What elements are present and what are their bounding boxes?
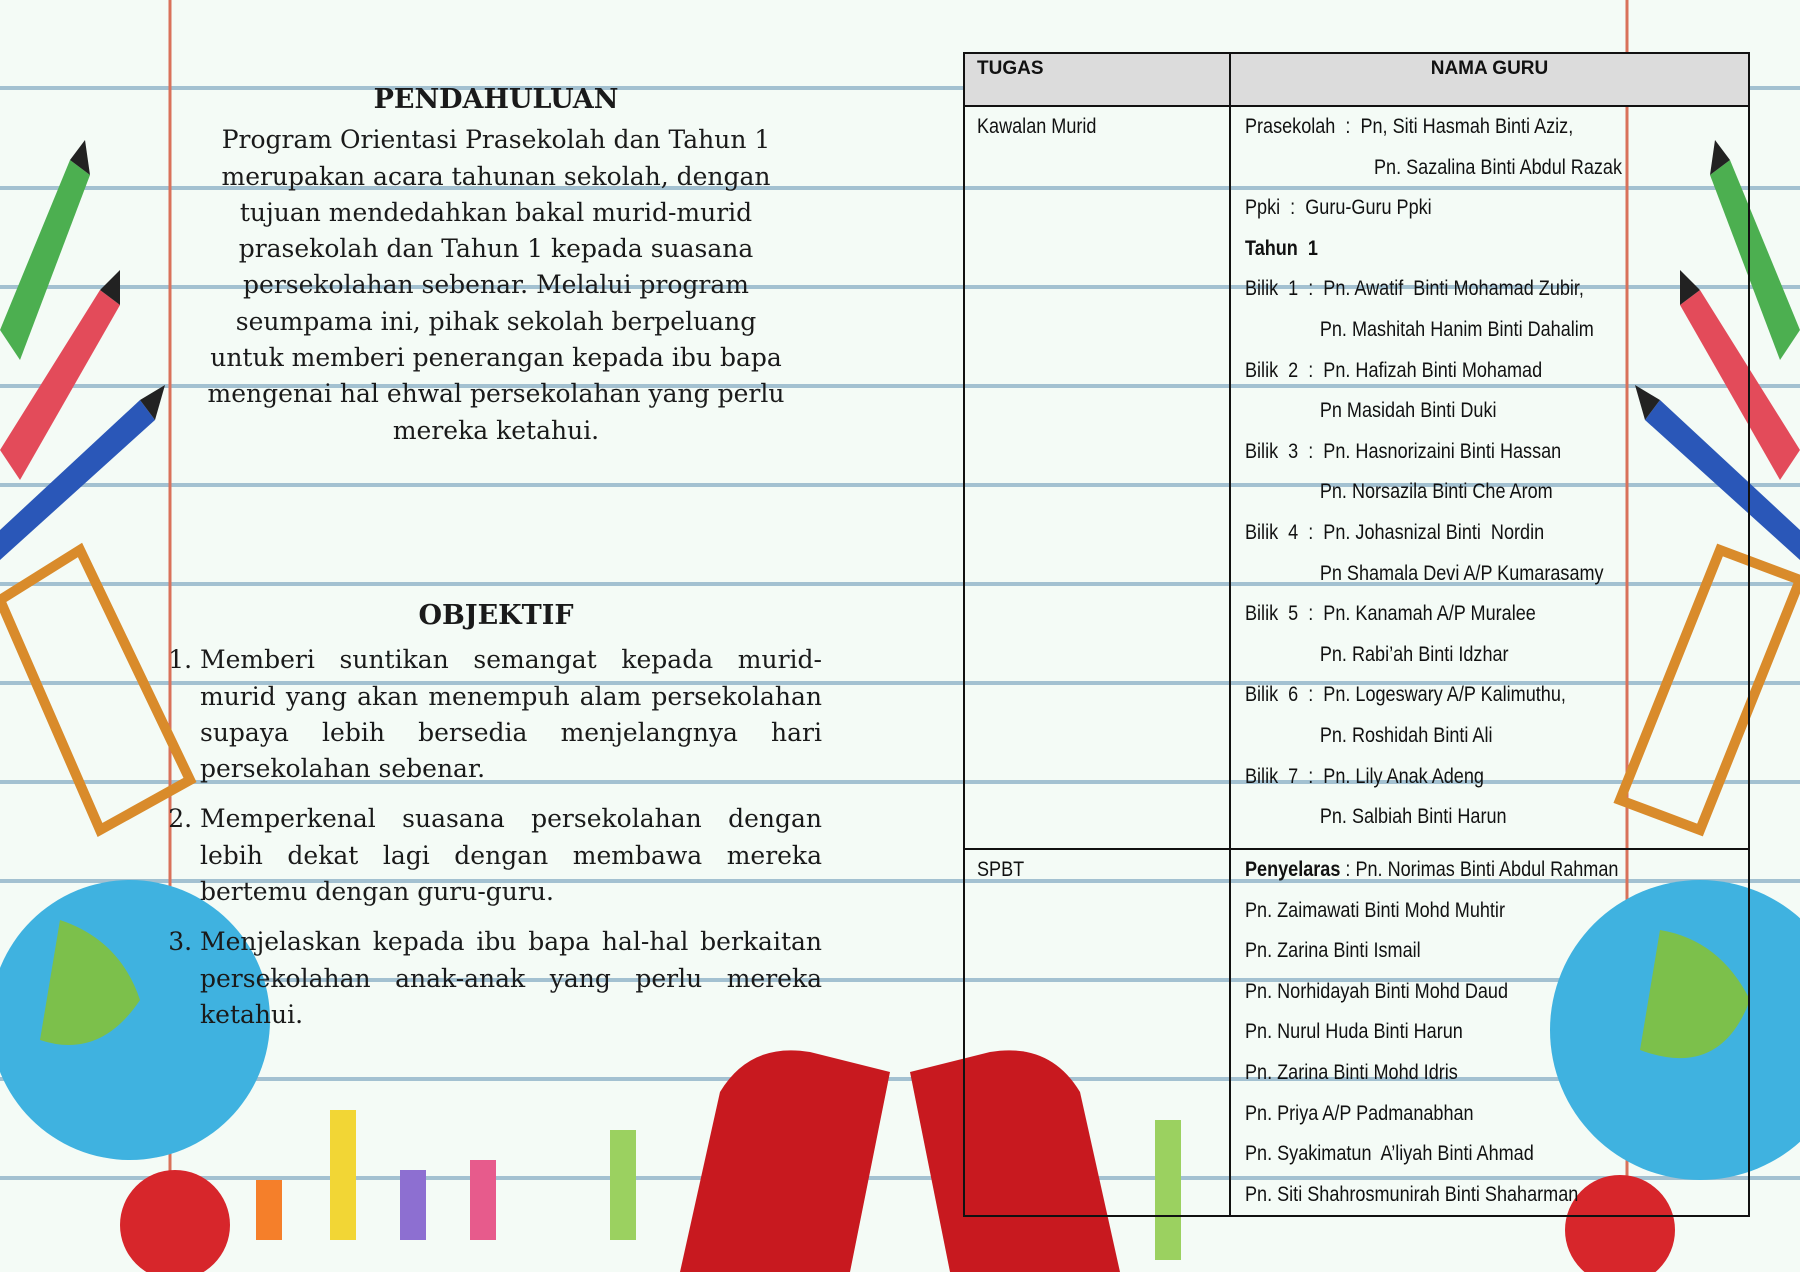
teacher-line bbox=[1245, 391, 1678, 432]
teacher-line bbox=[1245, 1012, 1678, 1053]
teacher-line bbox=[1245, 107, 1678, 148]
teacher-name: Pn. Nurul Huda Binti Harun bbox=[1245, 1020, 1463, 1044]
line-label: Bilik 3 : bbox=[1245, 439, 1324, 463]
line-label: Ppki : bbox=[1245, 196, 1306, 220]
line-label: Bilik 1 : bbox=[1245, 277, 1324, 301]
teacher-name: Pn. Lily Anak Adeng bbox=[1323, 764, 1484, 788]
table-row bbox=[964, 106, 1749, 849]
header-tugas: TUGAS bbox=[964, 53, 1230, 106]
nama-guru-cell bbox=[1230, 106, 1749, 849]
pendahuluan-paragraph bbox=[170, 122, 822, 449]
paragraph-line: mereka ketahui. bbox=[392, 415, 600, 445]
teacher-name: Pn. Salbiah Binti Harun bbox=[1319, 805, 1507, 829]
teacher-name: Pn. Johasnizal Binti Nordin bbox=[1323, 520, 1545, 544]
paragraph-line: untuk memberi penerangan kepada ibu bapa bbox=[210, 343, 782, 373]
teacher-name: Pn. Awatif Binti Mohamad Zubir, bbox=[1323, 277, 1584, 301]
pendahuluan-section bbox=[170, 82, 822, 449]
teacher-line bbox=[1245, 797, 1678, 845]
objektif-heading: OBJEKTIF bbox=[418, 600, 574, 631]
teacher-name: Pn. Zaimawati Binti Mohd Muhtir bbox=[1245, 898, 1505, 922]
tugas-cell bbox=[964, 106, 1230, 849]
objektif-item: 1. Memberi suntikan semangat kepada murid-murid yang akan menempuh alam persekolahan supaya lebih bersedia menjelangnya hari persekolahan sebenar. bbox=[200, 642, 822, 787]
line-label: Bilik 2 : bbox=[1245, 358, 1324, 382]
teacher-line bbox=[1245, 1134, 1678, 1175]
teacher-line bbox=[1245, 513, 1678, 554]
table-row bbox=[964, 849, 1749, 1216]
teacher-name: Pn. Zarina Binti Ismail bbox=[1245, 939, 1421, 963]
teacher-name: Pn. Priya A/P Padmanabhan bbox=[1245, 1101, 1474, 1125]
teacher-line bbox=[1245, 675, 1678, 716]
teacher-name: Pn Shamala Devi A/P Kumarasamy bbox=[1319, 561, 1604, 585]
paragraph-line: seumpama ini, pihak sekolah berpeluang bbox=[235, 306, 757, 336]
teacher-name: Pn. Zarina Binti Mohd Idris bbox=[1245, 1060, 1458, 1084]
teacher-name: Pn. Rabi’ah Binti Idzhar bbox=[1319, 642, 1509, 666]
teacher-name: Pn. Hasnorizaini Binti Hassan bbox=[1323, 439, 1562, 463]
table-header-row bbox=[964, 53, 1749, 106]
line-label: Prasekolah : bbox=[1245, 115, 1361, 138]
header-nama-guru: NAMA GURU bbox=[1230, 53, 1749, 106]
teacher-line bbox=[1245, 972, 1678, 1013]
teacher-name: Pn. Hafizah Binti Mohamad bbox=[1323, 358, 1543, 382]
line-label: Bilik 6 : bbox=[1245, 683, 1324, 707]
teacher-name: Pn. Norsazila Binti Che Arom bbox=[1319, 480, 1553, 504]
teacher-line bbox=[1245, 229, 1678, 270]
teacher-line bbox=[1245, 850, 1678, 891]
teacher-name: : Pn. Norimas Binti Abdul Rahman bbox=[1340, 858, 1619, 881]
duty-table bbox=[963, 52, 1750, 1217]
teacher-name: Pn. Syakimatun A’liyah Binti Ahmad bbox=[1245, 1142, 1534, 1166]
teacher-line bbox=[1245, 351, 1678, 392]
teacher-name: Pn. Sazalina Binti Abdul Razak bbox=[1374, 155, 1622, 179]
teacher-line bbox=[1245, 269, 1678, 310]
teacher-line bbox=[1245, 472, 1678, 513]
teacher-line bbox=[1245, 554, 1678, 595]
teacher-line bbox=[1245, 148, 1678, 189]
objektif-list bbox=[170, 642, 822, 1033]
line-label: Bilik 7 : bbox=[1245, 764, 1324, 788]
teacher-name: Pn. Mashitah Hanim Binti Dahalim bbox=[1319, 317, 1594, 341]
paragraph-line: tujuan mendedahkan bakal murid-murid bbox=[239, 197, 753, 227]
line-label: Bilik 4 : bbox=[1245, 520, 1324, 544]
teacher-name: Pn, Siti Hasmah Binti Aziz, bbox=[1360, 115, 1574, 138]
line-label: Penyelaras bbox=[1245, 858, 1341, 881]
objektif-item: 3. Menjelaskan kepada ibu bapa hal-hal berkaitan persekolahan anak-anak yang perlu mereka ketahui. bbox=[200, 924, 822, 1033]
teacher-line bbox=[1245, 635, 1678, 676]
tugas-label: SPBT bbox=[977, 858, 1025, 881]
line-label: Bilik 5 : bbox=[1245, 602, 1324, 626]
teacher-name: Pn. Roshidah Binti Ali bbox=[1319, 723, 1493, 747]
teacher-line bbox=[1245, 931, 1678, 972]
objektif-item: 2. Memperkenal suasana persekolahan dengan lebih dekat lagi dengan membawa mereka bertemu dengan guru-guru. bbox=[200, 801, 822, 910]
paragraph-line: Program Orientasi Prasekolah dan Tahun 1 bbox=[221, 125, 771, 155]
nama-guru-cell bbox=[1230, 849, 1749, 1216]
teacher-name: Pn. Logeswary A/P Kalimuthu, bbox=[1323, 683, 1566, 707]
teacher-line bbox=[1245, 1094, 1678, 1135]
tugas-cell bbox=[964, 849, 1230, 1216]
objektif-section bbox=[170, 598, 822, 1047]
teacher-line bbox=[1245, 432, 1678, 473]
teacher-name: Pn. Siti Shahrosmunirah Binti Shaharman bbox=[1245, 1182, 1579, 1206]
teacher-line bbox=[1245, 891, 1678, 932]
paragraph-line: prasekolah dan Tahun 1 kepada suasana bbox=[238, 234, 754, 264]
teacher-line bbox=[1245, 188, 1678, 229]
teacher-name: Pn. Kanamah A/P Muralee bbox=[1323, 602, 1536, 626]
teacher-line bbox=[1245, 757, 1678, 798]
teacher-line bbox=[1245, 716, 1678, 757]
line-label: Tahun 1 bbox=[1245, 236, 1318, 260]
teacher-line bbox=[1245, 1175, 1678, 1216]
teacher-line bbox=[1245, 310, 1678, 351]
tugas-label: Kawalan Murid bbox=[977, 115, 1097, 138]
pendahuluan-heading: PENDAHULUAN bbox=[373, 84, 619, 115]
paragraph-line: persekolahan sebenar. Melalui program bbox=[243, 270, 749, 300]
teacher-name: Pn. Norhidayah Binti Mohd Daud bbox=[1245, 979, 1509, 1003]
teacher-name: Pn Masidah Binti Duki bbox=[1319, 399, 1497, 423]
paragraph-line: mengenai hal ehwal persekolahan yang perlu bbox=[207, 379, 785, 409]
teacher-line bbox=[1245, 1053, 1678, 1094]
teacher-name: Guru-Guru Ppki bbox=[1305, 196, 1432, 220]
teacher-line bbox=[1245, 594, 1678, 635]
paragraph-line: merupakan acara tahunan sekolah, dengan bbox=[221, 161, 771, 191]
